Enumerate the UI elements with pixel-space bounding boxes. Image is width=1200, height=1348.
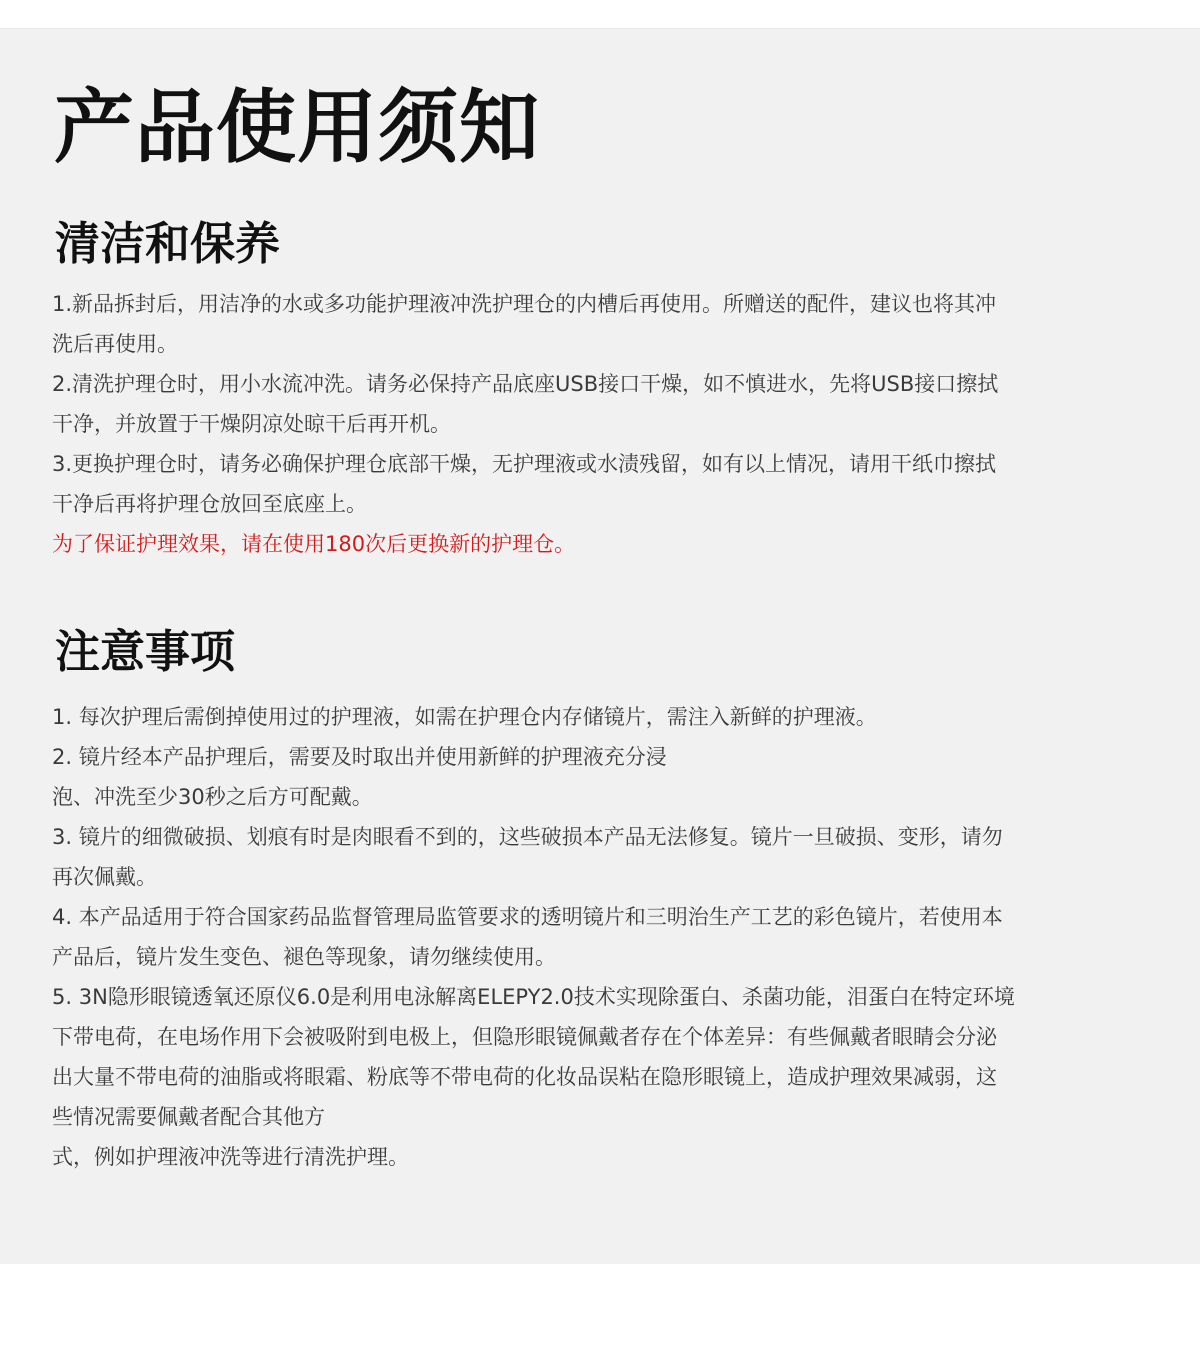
- warning-text: 为了保证护理效果，请在使用180次后更换新的护理仓。: [52, 532, 576, 556]
- body-line: 1.新品拆封后，用洁净的水或多功能护理液冲洗护理仓的内槽后再使用。所赠送的配件，建议也将其冲: [52, 292, 997, 316]
- body-line: 产品后，镜片发生变色、褪色等现象，请勿继续使用。: [52, 945, 556, 969]
- page-title: 产品使用须知: [54, 81, 540, 174]
- body-line: 洗后再使用。: [52, 332, 178, 356]
- body-line: 4. 本产品适用于符合国家药品监督管理局监管要求的透明镜片和三明治生产工艺的彩色镜片，若使用本: [52, 905, 1003, 929]
- body-line: 1. 每次护理后需倒掉使用过的护理液，如需在护理仓内存储镜片，需注入新鲜的护理液。: [52, 705, 877, 729]
- body-line: 再次佩戴。: [52, 865, 157, 889]
- body-line: 2.清洗护理仓时，用小水流冲洗。请务必保持产品底座USB接口干燥，如不慎进水，先将USB接口擦拭: [52, 372, 999, 396]
- body-line: 式，例如护理液冲洗等进行清洗护理。: [52, 1145, 409, 1169]
- body-line: 干净，并放置于干燥阴凉处晾干后再开机。: [52, 412, 451, 436]
- body-line: 出大量不带电荷的油脂或将眼霜、粉底等不带电荷的化妆品误粘在隐形眼镜上，造成护理效果减弱，这: [52, 1065, 997, 1089]
- body-line: 些情况需要佩戴者配合其他方: [52, 1105, 325, 1129]
- section-body-precautions: [52, 697, 1142, 1177]
- top-divider: [0, 28, 1200, 29]
- body-line: 3.更换护理仓时，请务必确保护理仓底部干燥，无护理液或水渍残留，如有以上情况，请用干纸巾擦拭: [52, 452, 997, 476]
- body-line: 泡、冲洗至少30秒之后方可配戴。: [52, 785, 373, 809]
- body-line: 5. 3N隐形眼镜透氧还原仪6.0是利用电泳解离ELEPY2.0技术实现除蛋白、杀菌功能，泪蛋白在特定环境: [52, 985, 1015, 1009]
- body-line: 干净后再将护理仓放回至底座上。: [52, 492, 367, 516]
- body-line: 3. 镜片的细微破损、划痕有时是肉眼看不到的，这些破损本产品无法修复。镜片一旦破损、变形，请勿: [52, 825, 1003, 849]
- section-heading-precautions: 注意事项: [55, 625, 236, 678]
- body-line: 下带电荷，在电场作用下会被吸附到电极上，但隐形眼镜佩戴者存在个体差异：有些佩戴者眼睛会分泌: [52, 1025, 997, 1049]
- section-body-cleaning: [52, 284, 1142, 564]
- section-heading-cleaning: 清洁和保养: [55, 217, 281, 270]
- body-line: 2. 镜片经本产品护理后，需要及时取出并使用新鲜的护理液充分浸: [52, 745, 667, 769]
